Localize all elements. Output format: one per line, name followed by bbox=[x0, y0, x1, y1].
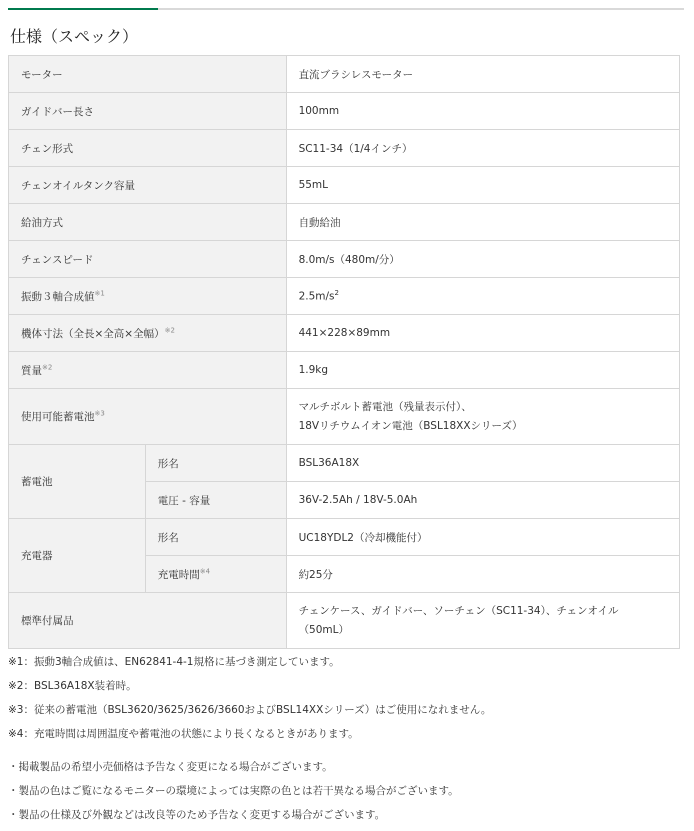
spec-value bbox=[286, 278, 679, 315]
spec-value: 55mL bbox=[286, 167, 679, 204]
spec-sublabel: 形名 bbox=[145, 519, 286, 556]
spec-sublabel-text: 充電時間 bbox=[157, 568, 200, 581]
spec-row-oiling bbox=[9, 204, 680, 241]
spec-row-vibration bbox=[9, 278, 680, 315]
spec-row-guide-bar bbox=[9, 93, 680, 130]
spec-value: UC18YDL2（冷却機能付） bbox=[286, 519, 679, 556]
spec-label-text: 振動３軸合成値 bbox=[21, 290, 95, 303]
spec-value bbox=[286, 593, 679, 649]
footnote-marker: ※3 bbox=[94, 409, 105, 418]
spec-value: 約25分 bbox=[286, 556, 679, 593]
spec-label: チェンスピード bbox=[9, 241, 287, 278]
spec-value-line: マルチボルト蓄電池（残量表示付）、 bbox=[298, 400, 472, 413]
header-rule-accent bbox=[8, 8, 158, 10]
spec-row-charger-model bbox=[9, 519, 680, 556]
footnote-marker: ※4 bbox=[199, 567, 211, 575]
spec-value: 36V-2.5Ah / 18V-5.0Ah bbox=[286, 482, 679, 519]
spec-sublabel: 電圧 - 容量 bbox=[145, 482, 286, 519]
spec-label: モーター bbox=[9, 56, 287, 93]
spec-row-mass bbox=[9, 352, 680, 389]
footnote-marker: ※1 bbox=[94, 289, 105, 297]
spec-label bbox=[9, 389, 287, 445]
spec-value: 8.0m/s（480m/分） bbox=[286, 241, 679, 278]
footnote: ※1：振動3軸合成値は、EN62841-4-1規格に基づき測定しています。 bbox=[8, 656, 340, 668]
spec-label: 給油方式 bbox=[9, 204, 287, 241]
footnote: ※3：従来の蓄電池（BSL3620/3625/3626/3660およびBSL14XXシリーズ）はご使用になれません。 bbox=[8, 704, 492, 716]
header-rule bbox=[8, 8, 684, 10]
spec-label bbox=[9, 352, 287, 389]
footnote-marker: ※2 bbox=[42, 363, 53, 371]
spec-label-text: 使用可能蓄電池 bbox=[21, 411, 95, 423]
spec-value-text: 2.5m/s bbox=[298, 290, 335, 303]
spec-row-chain-type bbox=[9, 130, 680, 167]
spec-value-line: 18Vリチウムイオン電池（BSL18XXシリーズ） bbox=[298, 419, 523, 432]
spec-row-battery-compat bbox=[9, 389, 680, 445]
spec-label-text: 質量 bbox=[21, 364, 42, 377]
spec-row-battery-model bbox=[9, 445, 680, 482]
spec-value: 100mm bbox=[286, 93, 679, 130]
spec-value: SC11-34（1/4インチ） bbox=[286, 130, 679, 167]
spec-row-accessories bbox=[9, 593, 680, 649]
spec-row-oil-tank bbox=[9, 167, 680, 204]
spec-label bbox=[9, 278, 287, 315]
spec-label: ガイドバー長さ bbox=[9, 93, 287, 130]
disclaimer-list bbox=[8, 757, 684, 829]
spec-group-label: 充電器 bbox=[9, 519, 146, 593]
spec-sublabel bbox=[145, 556, 286, 593]
spec-value-line: チェンケース、ガイドバー、ソーチェン（SC11-34）、チェンオイル bbox=[298, 604, 619, 617]
spec-group-label: 蓄電池 bbox=[9, 445, 146, 519]
spec-value: 自動給油 bbox=[286, 204, 679, 241]
disclaimer-item: ・製品の色はご覧になるモニターの環境によっては実際の色とは若干異なる場合がございます。 bbox=[8, 785, 459, 797]
spec-label bbox=[9, 315, 287, 352]
footnote: ※2：BSL36A18X装着時。 bbox=[8, 680, 137, 692]
page-title: 仕様（スペック） bbox=[10, 27, 139, 46]
spec-row-motor bbox=[9, 56, 680, 93]
spec-label: チェン形式 bbox=[9, 130, 287, 167]
spec-row-dimensions bbox=[9, 315, 680, 352]
footnotes bbox=[8, 652, 684, 748]
spec-row-chain-speed bbox=[9, 241, 680, 278]
spec-table bbox=[8, 55, 680, 649]
spec-value-line: （50mL） bbox=[298, 623, 350, 636]
footnote: ※4：充電時間は周囲温度や蓄電池の状態により長くなるときがあります。 bbox=[8, 728, 359, 740]
spec-label-text: 機体寸法（全長×全高×全幅） bbox=[21, 327, 165, 340]
footnote-marker: ※2 bbox=[164, 326, 175, 334]
spec-value: 1.9kg bbox=[286, 352, 679, 389]
disclaimer-item: ・掲載製品の希望小売価格は予告なく変更になる場合がございます。 bbox=[8, 761, 333, 773]
spec-label: 標準付属品 bbox=[9, 593, 287, 649]
spec-value: BSL36A18X bbox=[286, 445, 679, 482]
spec-value bbox=[286, 389, 679, 445]
spec-sublabel: 形名 bbox=[145, 445, 286, 482]
spec-value: 441×228×89mm bbox=[286, 315, 679, 352]
value-superscript: 2 bbox=[334, 289, 339, 298]
disclaimer-item: ・製品の仕様及び外観などは改良等のため予告なく変更する場合がございます。 bbox=[8, 809, 386, 821]
spec-value: 直流ブラシレスモーター bbox=[286, 56, 679, 93]
spec-label: チェンオイルタンク容量 bbox=[9, 167, 287, 204]
